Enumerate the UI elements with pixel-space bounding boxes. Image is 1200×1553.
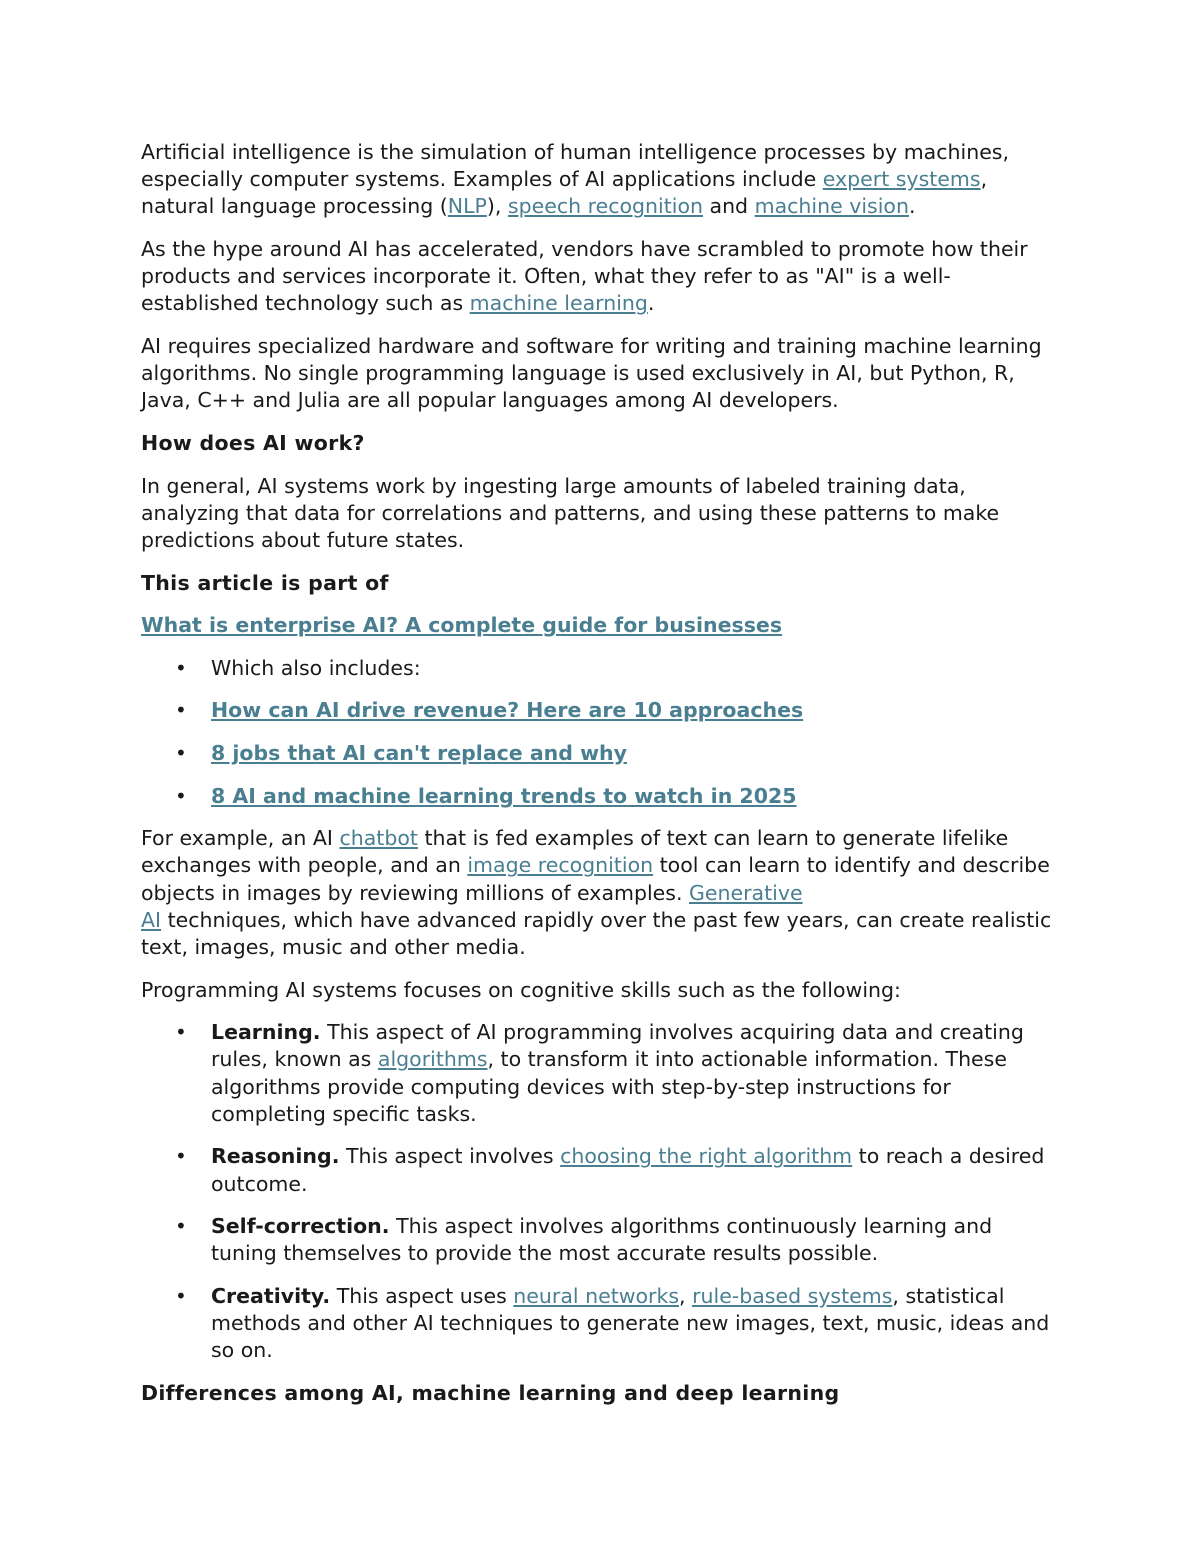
text-span: For example, an AI [141, 826, 340, 851]
text-span: This aspect of AI programming involves acquiring data and creating rules, known as [211, 1020, 1024, 1072]
text-span: techniques, which have advanced rapidly over the past few years, can create realistic text, images, music and other media. [141, 907, 1052, 959]
link-choosing-right-algorithm[interactable]: choosing the right algorithm [560, 1144, 853, 1169]
bullet-icon: • [175, 1214, 187, 1239]
guide-link-paragraph [141, 612, 1061, 639]
bullet-icon: • [175, 1283, 187, 1308]
text-span: tool can learn to identify and describe objects in images by reviewing millions of examples. [141, 853, 1050, 905]
hype-paragraph [141, 236, 1061, 318]
link-chatbot[interactable]: chatbot [339, 826, 418, 851]
list-item [141, 1019, 1061, 1128]
text-span: to reach a desired outcome. [211, 1144, 1045, 1196]
link-image-recognition[interactable]: image recognition [467, 853, 654, 878]
link-jobs-ai-cant-replace[interactable]: 8 jobs that AI can't replace and why [211, 740, 627, 765]
link-generative-ai-cont[interactable]: AI [141, 907, 162, 932]
heading-differences: Differences among AI, machine learning and deep learning [141, 1380, 840, 1405]
intro-paragraph [141, 139, 1061, 221]
bullet-icon: • [175, 1144, 187, 1169]
list-item [141, 1143, 1061, 1197]
text-span: ), [486, 194, 508, 219]
link-ai-ml-trends-2025[interactable]: 8 AI and machine learning trends to watch in 2025 [211, 783, 797, 808]
cognitive-skills-list [141, 1019, 1061, 1364]
link-generative-ai[interactable]: Generative [689, 880, 803, 905]
text-span: This aspect involves [339, 1144, 561, 1169]
text-span: and [702, 194, 755, 219]
skill-term: Self-correction. [211, 1214, 390, 1239]
link-ai-drive-revenue[interactable]: How can AI drive revenue? Here are 10 approaches [211, 698, 804, 723]
text-span: , natural language processing ( [141, 167, 988, 219]
link-enterprise-ai-guide[interactable]: What is enterprise AI? A complete guide for businesses [141, 613, 783, 638]
heading-how-ai-works: How does AI work? [141, 431, 365, 455]
includes-label: Which also includes: [211, 655, 421, 680]
cognitive-skills-intro: Programming AI systems focuses on cognitive skills such as the following: [141, 977, 901, 1002]
examples-paragraph [141, 825, 1061, 961]
list-item [141, 1213, 1061, 1267]
skill-term: Reasoning. [211, 1144, 340, 1169]
bullet-icon: • [175, 783, 187, 808]
text-span: , statistical methods and other AI techniques to generate new images, text, music, ideas and so on. [211, 1283, 1050, 1363]
skill-term: Learning. [211, 1020, 321, 1045]
bullet-icon: • [175, 740, 187, 765]
document-body [141, 139, 1061, 1423]
link-neural-networks[interactable]: neural networks [513, 1283, 680, 1308]
list-item [141, 655, 1061, 682]
link-rule-based-systems[interactable]: rule-based systems [692, 1283, 893, 1308]
text-span: that is fed examples of text can learn to generate lifelike exchanges with people, and an [141, 826, 1009, 878]
link-algorithms[interactable]: algorithms [377, 1047, 488, 1072]
text-span: . [908, 194, 916, 219]
link-machine-learning[interactable]: machine learning [469, 291, 648, 316]
how-it-works-paragraph: In general, AI systems work by ingesting large amounts of labeled training data, analyzing that data for correlations and patterns, and using these patterns to make predictions about future states. [141, 473, 1000, 552]
text-span: Artificial intelligence is the simulation of human intelligence processes by machines, especially computer systems. Examples of AI applications include [141, 140, 1009, 192]
link-nlp[interactable]: NLP [447, 194, 487, 219]
text-span: , to transform it into actionable information. These algorithms provide computing devices with step-by-step instructions for completing specific tasks. [211, 1047, 1007, 1126]
bullet-icon: • [175, 1020, 187, 1045]
text-span: This aspect involves algorithms continuously learning and tuning themselves to provide the most accurate results possible. [211, 1214, 993, 1266]
list-item [141, 740, 1061, 767]
bullet-icon: • [175, 698, 187, 723]
list-item [141, 697, 1061, 724]
list-item [141, 1283, 1061, 1365]
text-span: , [679, 1283, 693, 1308]
hardware-paragraph: AI requires specialized hardware and software for writing and training machine learning algorithms. No single programming language is used exclusively in AI, but Python, R, Java, C++ and Julia are all popular languages among AI developers. [141, 334, 1042, 413]
skill-term: Creativity. [211, 1283, 331, 1308]
text-span: This aspect uses [330, 1283, 514, 1308]
article-part-heading: This article is part of [141, 570, 389, 595]
bullet-icon: • [175, 655, 187, 680]
link-speech-recognition[interactable]: speech recognition [507, 194, 703, 219]
text-span: As the hype around AI has accelerated, vendors have scrambled to promote how their products and services incorporate it. Often, what they refer to as "AI" is a well-established technology such as [141, 237, 1028, 316]
link-expert-systems[interactable]: expert systems [822, 167, 981, 192]
related-articles-list [141, 655, 1061, 810]
text-span: . [647, 291, 655, 316]
list-item [141, 783, 1061, 810]
link-machine-vision[interactable]: machine vision [754, 194, 909, 219]
